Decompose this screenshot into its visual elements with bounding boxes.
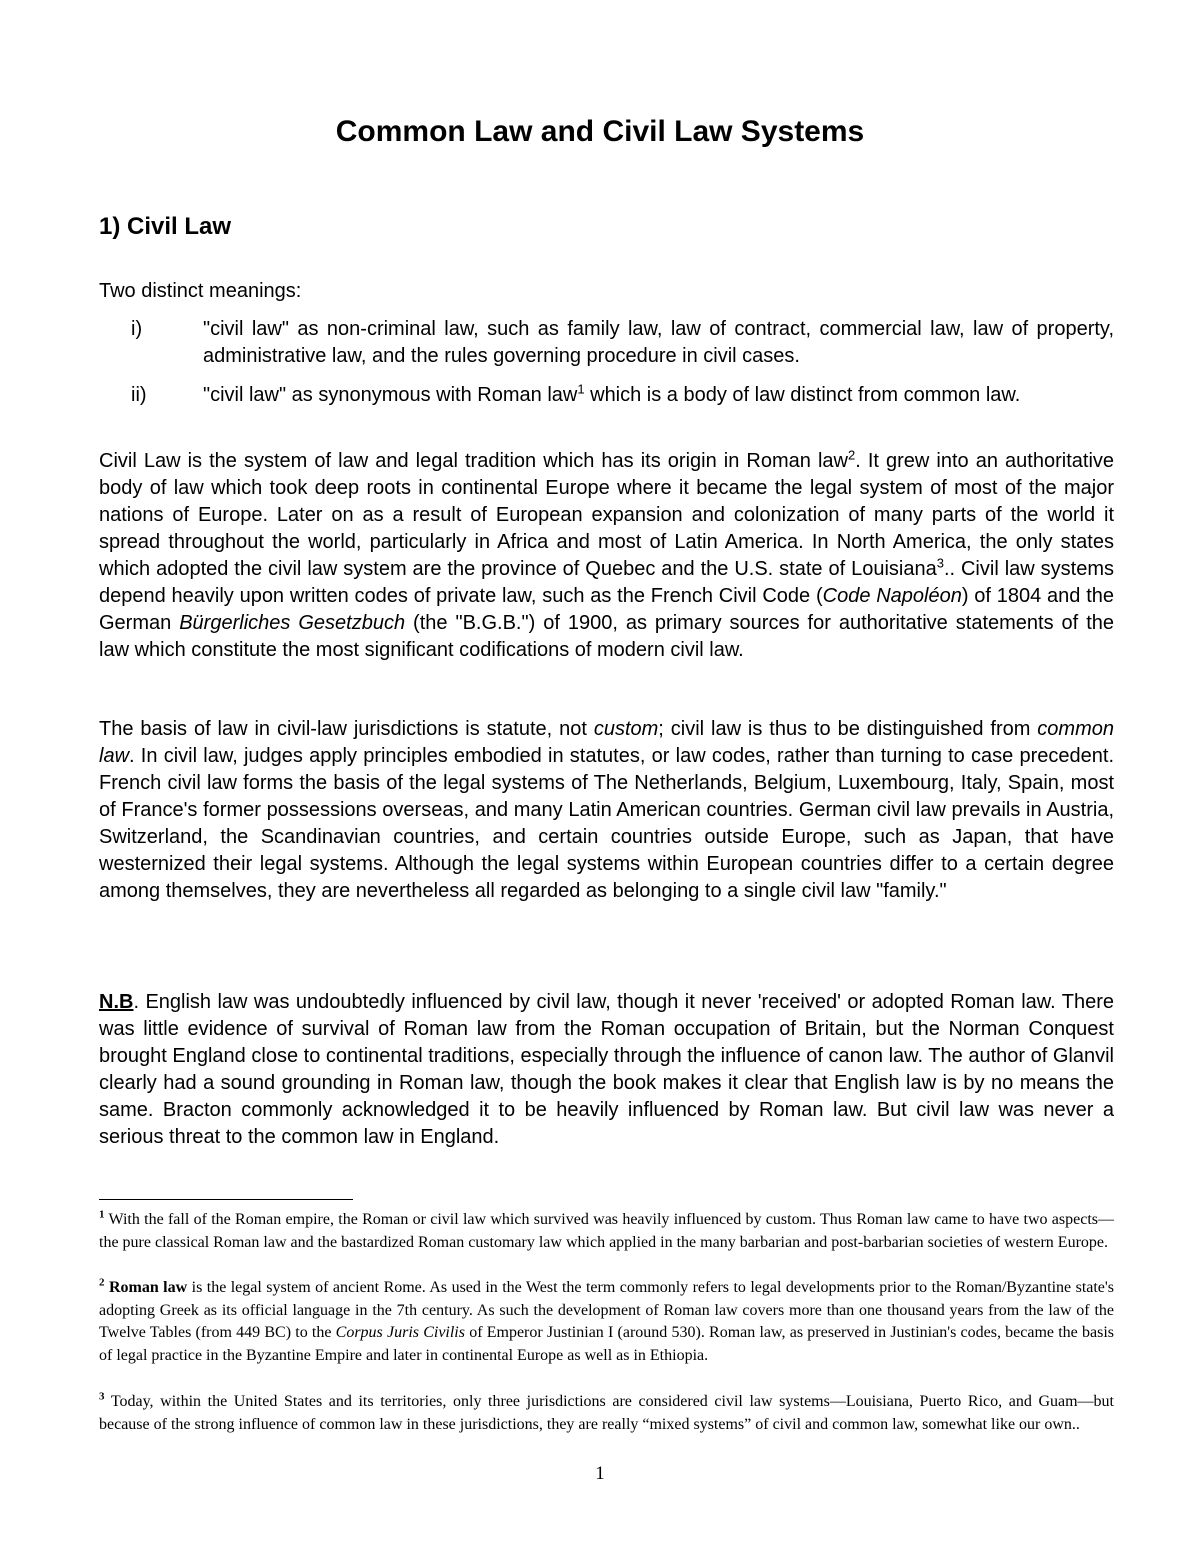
- page-number: 1: [595, 1463, 605, 1484]
- section-heading: 1) Civil Law: [99, 213, 232, 240]
- footnote-2: $^2$ Roman law is the legal system of ancient Rome. As used in the West the term commonly refers to legal developments prior to the Roman/Byzantine state's adopting Greek as its official language in the 7th century. As such the development of Roman law covers more than one thousand years from the law of the Twelve Tables (from 449 BC) to the Corpus Juris Civilis of Emperor Justinian I (around 530). Roman law, as preserved in Justinian's codes, became the basis of legal practice in the Byzantine Empire and later in continental Europe as well as in Ethiopia.: [99, 1276, 1115, 1364]
- footnote-ref-2: 2: [847, 447, 856, 463]
- nb-label: N.B: [99, 991, 134, 1013]
- footnote-ref-1: 1: [577, 381, 585, 397]
- meaning-1-number: i): [131, 318, 143, 340]
- document-title: Common Law and Civil Law Systems: [335, 115, 865, 148]
- meaning-2-number: ii): [131, 384, 147, 406]
- paragraph-basis-of-law: The basis of law in civil-law jurisdictions is statute, not custom; civil law is thus to be distinguished from common law. In civil law, judges apply principles embodied in statutes, or law codes, rather than turning to case precedent. French civil law forms the basis of the legal systems of The Netherlands, Belgium, Luxembourg, Italy, Spain, most of France's former possessions overseas, and many Latin American countries. German civil law prevails in Austria, Switzerland, the Scandinavian countries, and certain countries outside Europe, such as Japan, that have westernized their legal systems. Although the legal systems within European countries differ to a certain degree among themselves, they are nevertheless all regarded as belonging to a single civil law "family.": [99, 718, 1114, 902]
- meaning-1-text: "civil law" as non-criminal law, such as family law, law of contract, commercial law, law of property, administrative law, and the rules governing procedure in civil cases.: [203, 318, 1114, 367]
- footnote-ref-3: 3: [936, 555, 944, 571]
- footnote-separator: [99, 1199, 353, 1200]
- paragraph-civil-law-origin: Civil Law is the system of law and legal tradition which has its origin in Roman law$^2$. It grew into an authoritative body of law which took deep roots in continental Europe where it became the legal system of most of the major nations of Europe. Later on as a result of European expansion and colonization of many parts of the world it spread throughout the world, particularly in Africa and most of Latin America. In North America, the only states which adopted the civil law system are the province of Quebec and the U.S. state of Louisiana$^3$.. Civil law systems depend heavily upon written codes of private law, such as the French Civil Code (Code Napoléon) of 1804 and the German Bürgerliches Gesetzbuch (the "B.G.B.") of 1900, as primary sources for authoritative statements of the law which constitute the most significant codifications of modern civil law.: [99, 447, 1115, 661]
- meaning-2-text: "civil law" as synonymous with Roman law$^1$ which is a body of law distinct from common law.: [203, 381, 1021, 406]
- intro-text: Two distinct meanings:: [99, 280, 302, 302]
- footnote-3: $^3$ Today, within the United States and its territories, only three jurisdictions are considered civil law systems—Louisiana, Puerto Rico, and Guam—but because of the strong influence of common law in these jurisdictions, they are really “mixed systems” of civil and common law, somewhat like our own..: [99, 1390, 1114, 1433]
- paragraph-nb: N.B. English law was undoubtedly influenced by civil law, though it never 'received' or adopted Roman law. There was little evidence of survival of Roman law from the Roman occupation of Britain, but the Norman Conquest brought England close to continental traditions, especially through the influence of canon law. The author of Glanvil clearly had a sound grounding in Roman law, though the book makes it clear that English law is by no means the same. Bracton commonly acknowledged it to be heavily influenced by Roman law. But civil law was never a serious threat to the common law in England.: [99, 991, 1114, 1148]
- footnote-1: $^1$ With the fall of the Roman empire, the Roman or civil law which survived was heavily influenced by custom. Thus Roman law came to have two aspects—the pure classical Roman law and the bastardized Roman customary law which applied in the many barbarian and post-barbarian societies of western Europe.: [99, 1208, 1114, 1251]
